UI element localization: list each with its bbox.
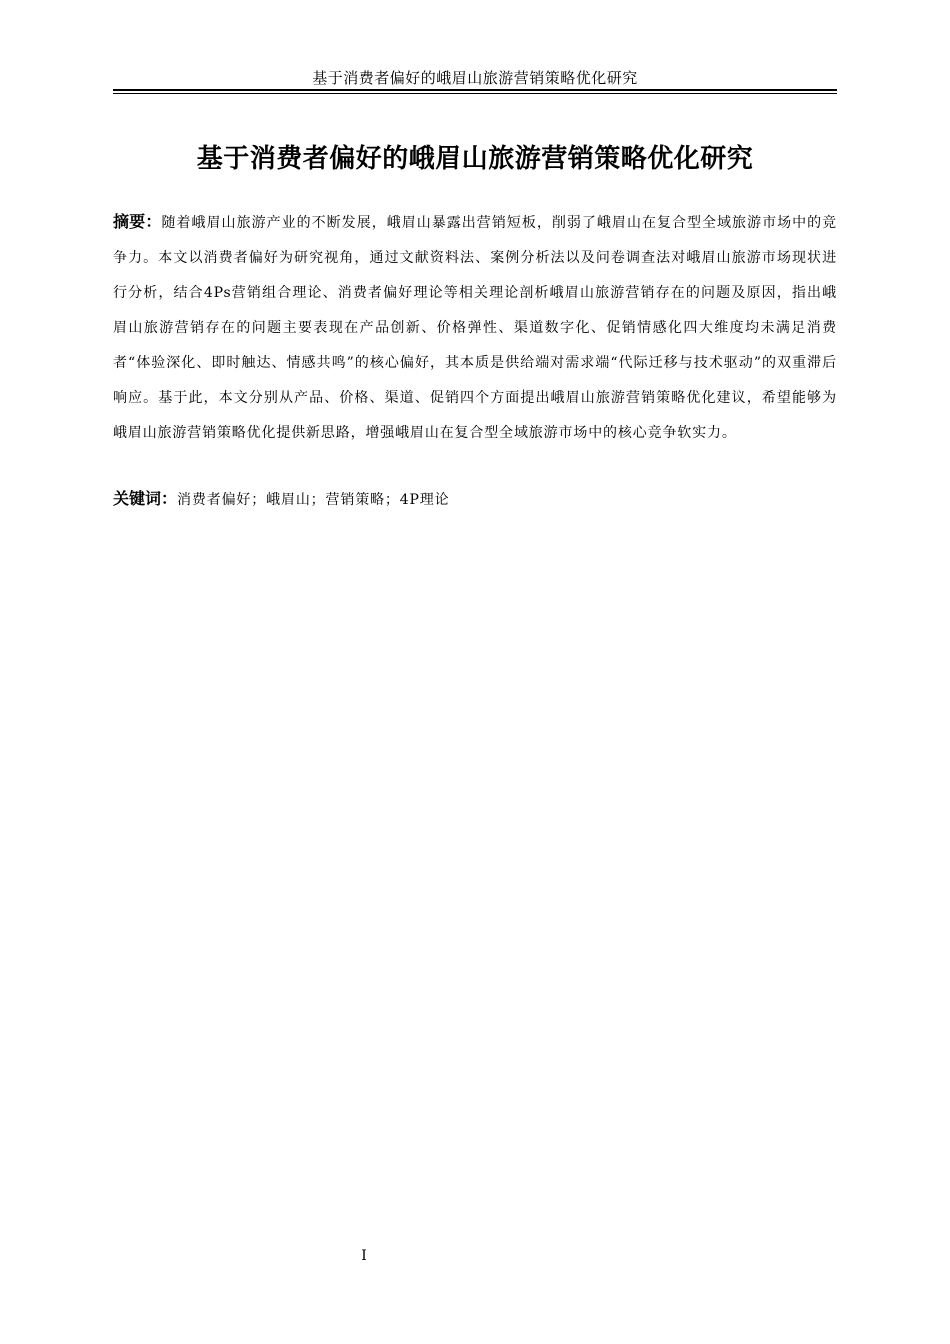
keywords-text: 消费者偏好；峨眉山；营销策略；4P理论 xyxy=(177,492,450,508)
header-rule-thin xyxy=(113,93,837,94)
document-title: 基于消费者偏好的峨眉山旅游营销策略优化研究 xyxy=(196,144,754,174)
page-number: I xyxy=(361,1248,367,1264)
header-rule-thick xyxy=(113,89,837,91)
keywords-line xyxy=(113,483,837,516)
abstract-paragraph xyxy=(113,204,837,451)
abstract-text: 随着峨眉山旅游产业的不断发展，峨眉山暴露出营销短板，削弱了峨眉山在复合型全域旅游市场中的竞争力。本文以消费者偏好为研究视角，通过文献资料法、案例分析法以及问卷调查法对峨眉山旅游市场现状进行分析，结合4Ps营销组合理论、消费者偏好理论等相关理论剖析峨眉山旅游营销存在的问题及原因，指出峨眉山旅游营销存在的问题主要表现在产品创新、价格弹性、渠道数字化、促销情感化四大维度均未满足消费者“体验深化、即时触达、情感共鸣”的核心偏好，其本质是供给端对需求端“代际迁移与技术驱动”的双重滞后响应。基于此，本文分别从产品、价格、渠道、促销四个方面提出峨眉山旅游营销策略优化建议，希望能够为峨眉山旅游营销策略优化提供新思路，增强峨眉山在复合型全域旅游市场中的核心竞争软实力。 xyxy=(113,215,837,441)
keywords-label: 关键词： xyxy=(113,489,178,508)
abstract-label: 摘要： xyxy=(113,212,162,231)
running-header: 基于消费者偏好的峨眉山旅游营销策略优化研究 xyxy=(312,69,638,87)
